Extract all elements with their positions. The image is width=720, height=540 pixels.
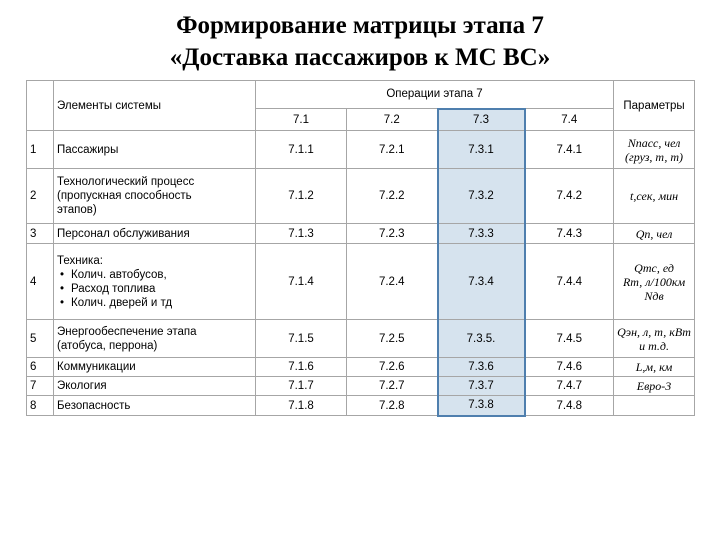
param-cell — [614, 169, 695, 224]
table-row — [27, 169, 695, 224]
header-parameters: Параметры — [614, 81, 695, 131]
row-element: Экология — [54, 377, 256, 396]
op-cell: 7.1.7 — [256, 377, 347, 396]
row-element: Безопасность — [54, 396, 256, 416]
table-row — [27, 377, 695, 396]
row-element: Персонал обслуживания — [54, 224, 256, 244]
stage-matrix-table — [26, 80, 695, 417]
op-cell: 7.2.8 — [347, 396, 438, 416]
op-cell: 7.1.3 — [256, 224, 347, 244]
header-row — [27, 81, 695, 109]
param-line: (груз, т, т) — [625, 149, 684, 164]
element-line: этапов) — [57, 204, 97, 216]
op-cell: 7.4.5 — [525, 320, 614, 358]
op-cell: 7.1.4 — [256, 244, 347, 320]
header-elements: Элементы системы — [54, 81, 256, 131]
row-element — [54, 320, 256, 358]
op-cell: 7.2.3 — [347, 224, 438, 244]
param-line: Евро-3 — [636, 379, 672, 393]
table-row — [27, 320, 695, 358]
row-number: 7 — [27, 377, 54, 396]
bullet-item: • Колич. автобусов, — [57, 268, 252, 282]
param-line: Nдв — [644, 288, 664, 303]
table-row — [27, 224, 695, 244]
op-cell: 7.4.2 — [525, 169, 614, 224]
bullet-item: • Колич. дверей и тд — [57, 296, 252, 310]
op-cell-highlighted: 7.3.2 — [438, 169, 525, 224]
element-line: (атобуса, перрона) — [57, 339, 158, 352]
table-row — [27, 244, 695, 320]
param-line: L,м, км — [635, 360, 673, 374]
param-line: Qэн, л, т, кВт — [617, 324, 691, 339]
op-column-header: 7.4 — [525, 109, 614, 131]
param-cell — [614, 224, 695, 244]
op-cell-highlighted: 7.3.8 — [438, 396, 525, 416]
op-cell: 7.1.2 — [256, 169, 347, 224]
row-number: 2 — [27, 169, 54, 224]
op-cell: 7.4.7 — [525, 377, 614, 396]
row-number: 8 — [27, 396, 54, 416]
op-cell: 7.4.4 — [525, 244, 614, 320]
param-line: Qп, чел — [635, 226, 673, 241]
slide-title-line-2: «Доставка пассажиров к МС ВС» — [169, 44, 551, 71]
op-cell-highlighted: 7.3.6 — [438, 358, 525, 377]
slide-title-line-1: Формирование матрицы этапа 7 — [176, 12, 544, 39]
header-num-cell — [27, 81, 54, 131]
element-line: (пропускная способность — [57, 190, 192, 202]
element-heading: Техника: — [57, 254, 103, 267]
op-cell-highlighted: 7.3.1 — [438, 131, 525, 169]
op-cell: 7.1.6 — [256, 358, 347, 377]
op-cell: 7.2.5 — [347, 320, 438, 358]
element-bullet-list — [57, 268, 252, 310]
op-column-header: 7.2 — [347, 109, 438, 131]
op-cell-highlighted: 7.3.7 — [438, 377, 525, 396]
param-line: Nпасс, чел — [627, 135, 681, 150]
row-number: 1 — [27, 131, 54, 169]
op-cell: 7.2.7 — [347, 377, 438, 396]
slide-title — [0, 10, 720, 74]
op-cell: 7.2.1 — [347, 131, 438, 169]
param-line: Qтс, ед — [634, 260, 674, 275]
header-operations: Операции этапа 7 — [256, 81, 614, 109]
op-cell: 7.1.1 — [256, 131, 347, 169]
op-cell: 7.1.5 — [256, 320, 347, 358]
op-cell: 7.2.2 — [347, 169, 438, 224]
row-element: Коммуникации — [54, 358, 256, 377]
table-row — [27, 396, 695, 416]
row-number: 5 — [27, 320, 54, 358]
op-cell: 7.4.8 — [525, 396, 614, 416]
table-row — [27, 131, 695, 169]
param-line: и т.д. — [639, 338, 669, 353]
op-cell-highlighted: 7.3.3 — [438, 224, 525, 244]
op-cell: 7.4.1 — [525, 131, 614, 169]
param-cell — [614, 377, 695, 396]
row-number: 3 — [27, 224, 54, 244]
param-line: t,сек, мин — [630, 189, 679, 203]
op-cell-highlighted: 7.3.4 — [438, 244, 525, 320]
row-number: 4 — [27, 244, 54, 320]
row-element — [54, 244, 256, 320]
op-column-header: 7.1 — [256, 109, 347, 131]
param-cell — [614, 244, 695, 320]
row-number: 6 — [27, 358, 54, 377]
row-element: Пассажиры — [54, 131, 256, 169]
param-cell — [614, 358, 695, 377]
row-element — [54, 169, 256, 224]
table-row — [27, 358, 695, 377]
element-line: Энергообеспечение этапа — [57, 325, 197, 338]
op-cell: 7.2.6 — [347, 358, 438, 377]
param-cell — [614, 396, 695, 416]
op-cell-highlighted: 7.3.5. — [438, 320, 525, 358]
bullet-item: • Расход топлива — [57, 282, 252, 296]
param-cell — [614, 131, 695, 169]
op-cell: 7.2.4 — [347, 244, 438, 320]
op-cell: 7.4.3 — [525, 224, 614, 244]
op-cell: 7.1.8 — [256, 396, 347, 416]
element-line: Технологический процесс — [57, 176, 195, 188]
op-column-header-highlighted: 7.3 — [438, 109, 525, 131]
op-cell: 7.4.6 — [525, 358, 614, 377]
param-line: Rт, л/100км — [622, 274, 686, 289]
param-cell — [614, 320, 695, 358]
